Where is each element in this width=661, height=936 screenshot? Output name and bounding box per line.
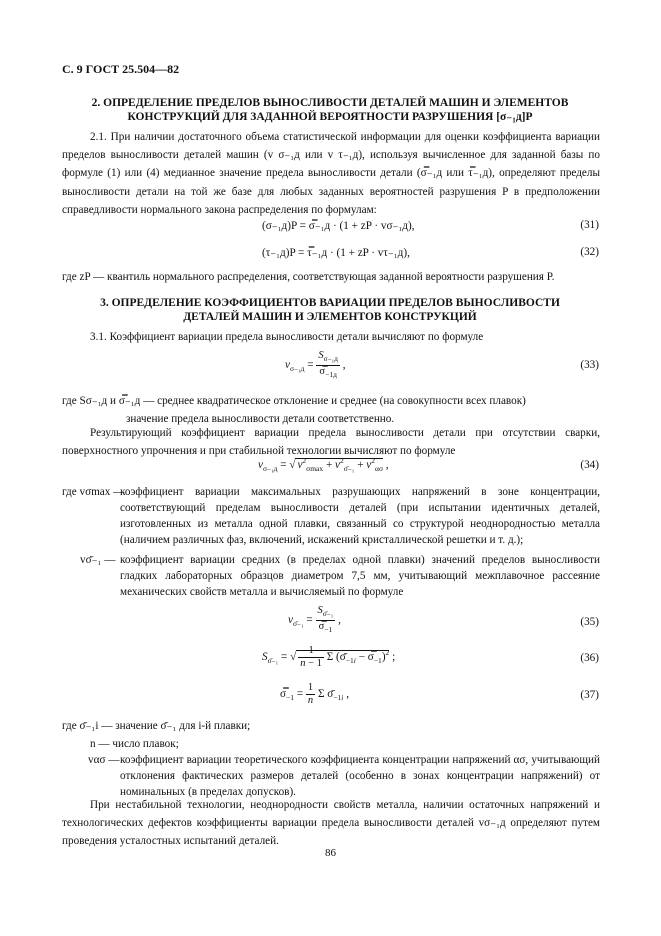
formula-37: $\sigma̿_{-1}$ = $\frac{1}{n}$ Σ $\sigmā_{-1i}$ , (280, 682, 349, 706)
paragraph-resulting: Результирующий коэффициент вариации предела выносливости детали при отсутствии сварки, поверхностного упрочнения и при стабильной технологии вычисляют по формуле (62, 427, 600, 458)
formula-34-term-1-text: коэффициент вариации максимальных разрушающих напряжений в зоне концентрации, соответствующий пределам выносливости деталей (при испытании идентичных деталей, изготовленных из металла одной плавки, связанный со структурой неоднородностью металла (наличием различных фаз, включений, искажений кристаллической решетки и т. д.); (120, 486, 600, 546)
section-3-title-line-1: 3. ОПРЕДЕЛЕНИЕ КОЭФФИЦИЕНТОВ ВАРИАЦИИ ПРЕДЕЛОВ ВЫНОСЛИВОСТИ (100, 297, 560, 309)
formula-31: (σ₋₁д)P = σ̿₋₁д · (1 + zP · vσ₋₁д), (262, 220, 415, 232)
formula-33-number: (33) (580, 359, 599, 371)
formula-37-term-1: где σ̄₋₁i — значение σ̄₋₁ для i-й плавки; (62, 720, 251, 732)
page-number: 86 (325, 847, 336, 859)
formula-37-term-3-text: коэффициент вариации теоретического коэффициента концентрации напряжений ασ, учитывающий отклонения фактических размеров деталей (особенно в зонах концентрации напряжений) от номинальных (в пределах допусков). (120, 754, 600, 798)
formula-35: $v_{\sigmā_{-1}}$ = $\frac{S_{\sigmā_{-1}}}{\sigma̿_{-1}}$ , (288, 605, 341, 634)
formula-31-number: (31) (580, 219, 599, 231)
formula-34-term-1: где vσmax — (62, 486, 125, 498)
formula-34-term-2-text: коэффициент вариации средних (в пределах одной плавки) значений пределов выносливости гладких лабораторных образцов диаметром 7,5 мм, учитывающий межплавочное рассеяние механических свойств металла и вычисляемый по формуле (120, 554, 600, 598)
formula-37-term-2: n — число плавок; (90, 738, 179, 750)
formula-34-term-2: vσ̄₋₁ — (80, 554, 116, 566)
paragraph-2-1: 2.1. При наличии достаточного объема статистической информации для оценки коэффициента вариации пределов выносливости деталей машин (v σ₋₁д или v τ₋₁д), используя вычисленное для заданной базы по формуле (1) или (4) медианное значение предела выносливости детали (σ̿₋₁д или τ̿₋₁д), определяют пределы выносливости детали на той же базе для любых заданных вероятностей разрушения P в предположении справедливости нормального закона распределения по формулам: (62, 131, 600, 216)
formula-36-number: (36) (580, 652, 599, 664)
formula-33-definition: где Sσ₋₁д и σ̿₋₁д — среднее квадратическое отклонение и среднее (на совокупности всех плавок) (62, 395, 526, 407)
formula-37-number: (37) (580, 689, 599, 701)
zp-definition: где zP — квантиль нормального распределения, соответствующая заданной вероятности разрушения P. (62, 271, 555, 283)
section-3-title-line-2: ДЕТАЛЕЙ МАШИН И ЭЛЕМЕНТОВ КОНСТРУКЦИЙ (183, 311, 477, 323)
formula-32: (τ₋₁д)P = τ̿₋₁д · (1 + zP · vτ₋₁д), (262, 247, 410, 259)
section-2-title-line-1: 2. ОПРЕДЕЛЕНИЕ ПРЕДЕЛОВ ВЫНОСЛИВОСТИ ДЕТАЛЕЙ МАШИН И ЭЛЕМЕНТОВ (91, 97, 569, 109)
formula-34-number: (34) (580, 459, 599, 471)
formula-36: $S_{\sigmā_{-1}}$ = √ $\frac{1}{n - 1}$ Σ ($\sigmā_{-1i}$ − $\sigma̿_{-1})^2$ ; (262, 645, 396, 669)
formula-34: $v_{\sigma_{-1}д}$ = √ $v^2_{\sigma max} + v^2_{\sigmā_{-1}} + v^2_{\alpha\sigma}$ , (258, 456, 389, 473)
formula-35-number: (35) (580, 616, 599, 628)
formula-32-number: (32) (580, 246, 599, 258)
formula-33-definition-cont: значение предела выносливости детали соответственно. (126, 413, 395, 425)
formula-33: $v_{\sigma_{-1}д}$ = $\frac{S_{\sigma_{-1}д}}{\sigma̿_{-1д}}$ , (285, 350, 346, 379)
paragraph-final: При нестабильной технологии, неоднородности свойств металла, наличии остаточных напряжений и технологических дефектов коэффициенты вариации предела выносливости деталей vσ₋₁д определяют путем проведения усталостных испытаний деталей. (62, 799, 600, 848)
paragraph-3-1: 3.1. Коэффициент вариации предела выносливости детали вычисляют по формуле (90, 331, 484, 343)
formula-37-term-3: vασ — (88, 754, 120, 766)
section-2-title-line-2: КОНСТРУКЦИЙ ДЛЯ ЗАДАННОЙ ВЕРОЯТНОСТИ РАЗРУШЕНИЯ [σ₋₁д]P (127, 111, 533, 123)
page-header: С. 9 ГОСТ 25.504—82 (62, 62, 180, 76)
